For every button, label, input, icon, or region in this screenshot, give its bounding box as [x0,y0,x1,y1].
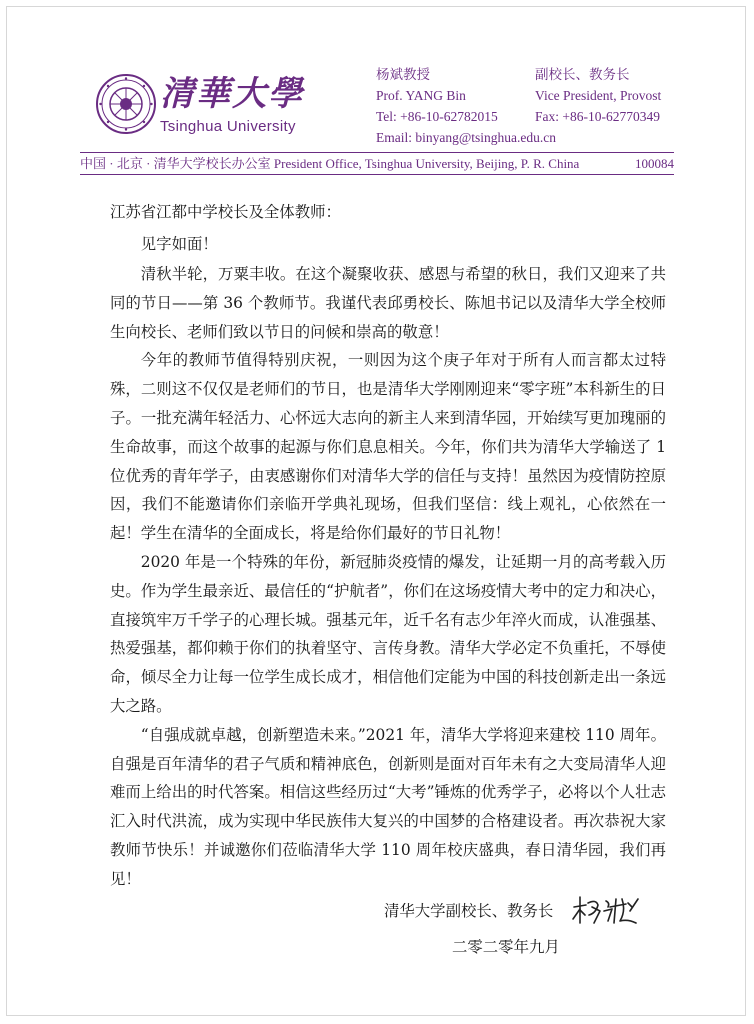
university-name-en: Tsinghua University [160,118,296,135]
sender-title-en: Vice President, Provost [535,88,662,103]
closing-organization: 清华大学副校长、教务长 [384,902,554,920]
sender-fax: Fax: +86-10-62770349 [535,109,660,124]
postcode: 100084 [635,156,674,171]
paragraph-1: 清秋半轮，万粟丰收。在这个凝聚收获、感恩与希望的秋日，我们又迎来了共同的节日——第 36 个教师节。我谨代表邱勇校长、陈旭书记以及清华大学全校师生向校长、老师们致以节日的问候和崇高的敬意！ [110,265,666,341]
header-divider-top [80,152,674,153]
university-name-cn: 清華大學 [160,74,304,114]
university-wordmark [160,74,304,136]
paragraph-4: “自强成就卓越，创新塑造未来。”2021 年，清华大学将迎来建校 110 周年。自强是百年清华的君子气质和精神底色，创新则是面对百年未有之大变局清华人迎难而上给出的时代答案。相信这些经历过“大考”锤炼的优秀学子，必将以个人壮志汇入时代洪流，成为实现中华民族伟大复兴的中国梦的合格建设者。再次恭祝大家教师节快乐！并诚邀你们莅临清华大学 110 周年校庆盛典，春日清华园，我们再见！ [110,725,666,888]
sender-tel: Tel: +86-10-62782015 [376,109,498,124]
office-address [80,154,674,173]
paragraph-3: 2020 年是一个特殊的年份，新冠肺炎疫情的爆发，让延期一月的高考载入历史。作为学生最亲近、最信任的“护航者”，你们在这场疫情大考中的定力和决心，直接筑牢万千学子的心理长城。强基元年，近千名有志少年淬火而成，认准强基、热爱强基，都仰赖于你们的执着坚守、言传身教。清华大学必定不负重托，不辱使命，倾尽全力让每一位学生成长成才，相信他们定能为中国的科技创新走出一条远大之路。 [110,552,666,715]
address-text: 中国 · 北京 · 清华大学校长办公室 President Office, Tsinghua University, Beijing, P. R. China [80,156,580,171]
sender-name-en: Prof. YANG Bin [376,88,466,103]
handwritten-signature-icon [570,893,642,927]
sender-name-cn: 杨斌教授 [376,67,430,82]
contact-block-left [376,64,556,148]
letter-body [110,196,666,894]
sender-title-cn: 副校长、教务长 [535,67,630,82]
tsinghua-seal-icon [96,74,156,134]
sender-email: Email: binyang@tsinghua.edu.cn [376,130,557,145]
paragraph-2: 今年的教师节值得特别庆祝，一则因为这个庚子年对于所有人而言都太过特殊，二则这不仅仅是老师们的节日，也是清华大学刚刚迎来“零字班”本科新生的日子。一批充满年轻活力、心怀远大志向的新主人来到清华园，开始续写更加瑰丽的生命故事，而这个故事的起源与你们息息相关。今年，你们共为清华大学输送了 1 位优秀的青年学子，由衷感谢你们对清华大学的信任与支持！虽然因为疫情防控原因，我们不能邀请你们亲临开学典礼现场，但我们坚信：线上观礼，心依然在一起！学生在清华的全面成长，将是给你们最好的节日礼物！ [110,351,666,543]
contact-block-right [535,64,661,127]
closing-date: 二零二零年九月 [452,938,560,956]
greeting: 见字如面！ [140,235,218,253]
salutation: 江苏省江都中学校长及全体教师： [110,203,341,221]
header-divider-bottom [80,174,674,175]
